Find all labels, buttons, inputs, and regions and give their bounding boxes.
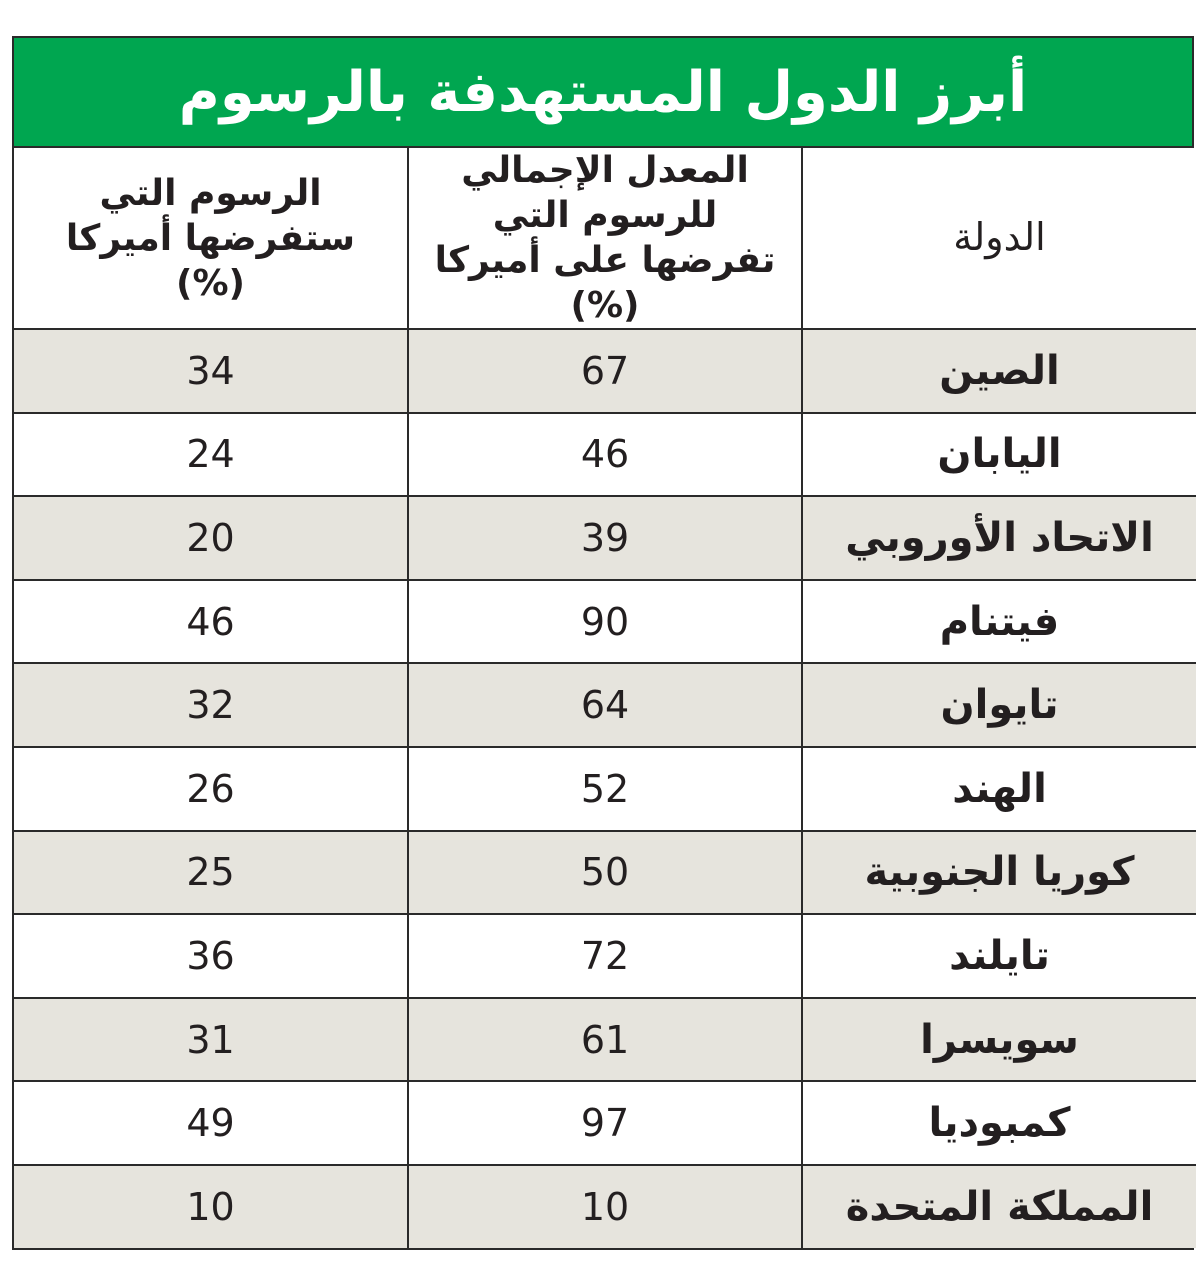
table-row [14, 329, 1196, 413]
cell-total-rate: 46 [408, 413, 802, 497]
cell-total-rate: 61 [408, 998, 802, 1082]
cell-country: تايوان [802, 663, 1196, 747]
cell-total-rate: 97 [408, 1081, 802, 1165]
cell-us-tariff: 25 [14, 831, 408, 915]
cell-country: سويسرا [802, 998, 1196, 1082]
cell-us-tariff: 26 [14, 747, 408, 831]
table-row [14, 914, 1196, 998]
cell-country: كمبوديا [802, 1081, 1196, 1165]
table-row [14, 663, 1196, 747]
table-row [14, 998, 1196, 1082]
cell-us-tariff: 20 [14, 496, 408, 580]
table-row [14, 831, 1196, 915]
cell-total-rate: 50 [408, 831, 802, 915]
cell-country: الاتحاد الأوروبي [802, 496, 1196, 580]
table-row [14, 580, 1196, 664]
cell-total-rate: 67 [408, 329, 802, 413]
table-row [14, 1165, 1196, 1248]
header-row [14, 148, 1196, 329]
cell-us-tariff: 32 [14, 663, 408, 747]
tariff-table [14, 148, 1196, 1248]
header-total-rate: المعدل الإجمالي للرسوم التي تفرضها على أميركا (%) [408, 148, 802, 329]
cell-country: الصين [802, 329, 1196, 413]
cell-us-tariff: 36 [14, 914, 408, 998]
cell-total-rate: 10 [408, 1165, 802, 1248]
cell-us-tariff: 49 [14, 1081, 408, 1165]
cell-us-tariff: 31 [14, 998, 408, 1082]
table-row [14, 1081, 1196, 1165]
cell-country: الهند [802, 747, 1196, 831]
cell-total-rate: 52 [408, 747, 802, 831]
cell-us-tariff: 24 [14, 413, 408, 497]
table-row [14, 747, 1196, 831]
cell-total-rate: 64 [408, 663, 802, 747]
cell-total-rate: 90 [408, 580, 802, 664]
table-row [14, 413, 1196, 497]
cell-country: تايلند [802, 914, 1196, 998]
cell-total-rate: 39 [408, 496, 802, 580]
table-row [14, 496, 1196, 580]
cell-country: فيتنام [802, 580, 1196, 664]
cell-country: كوريا الجنوبية [802, 831, 1196, 915]
header-country: الدولة [802, 148, 1196, 329]
cell-country: المملكة المتحدة [802, 1165, 1196, 1248]
cell-country: اليابان [802, 413, 1196, 497]
cell-us-tariff: 46 [14, 580, 408, 664]
table-body [14, 329, 1196, 1248]
cell-total-rate: 72 [408, 914, 802, 998]
cell-us-tariff: 10 [14, 1165, 408, 1248]
cell-us-tariff: 34 [14, 329, 408, 413]
header-us-tariff: الرسوم التي ستفرضها أميركا (%) [14, 148, 408, 329]
tariff-table-container [12, 36, 1194, 1250]
table-title: أبرز الدول المستهدفة بالرسوم [14, 38, 1192, 148]
